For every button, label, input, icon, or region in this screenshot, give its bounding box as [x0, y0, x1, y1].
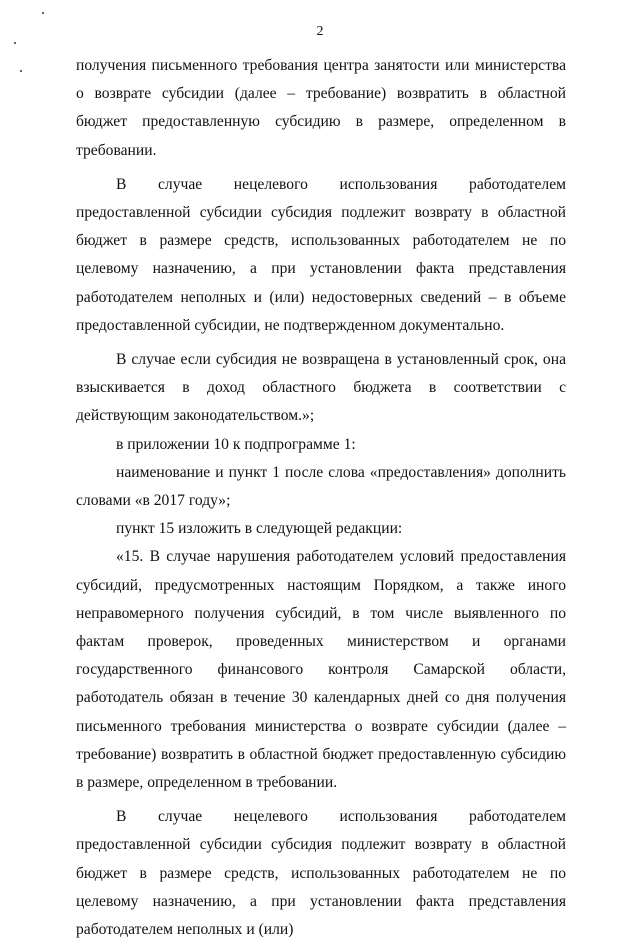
scan-speck: [20, 70, 22, 72]
paragraph: наименование и пункт 1 после слова «предоставления» дополнить словами «в 2017 году»;: [76, 463, 566, 510]
paragraph: пункт 15 изложить в следующей редакции:: [116, 520, 403, 538]
paragraph: в приложении 10 к подпрограмме 1:: [116, 435, 356, 453]
scan-speck: [14, 42, 16, 44]
page-number: 2: [316, 24, 324, 39]
paragraph: В случае нецелевого использования работодателем предоставленной субсидии субсидия подлежит возврату в областной бюджет в размере средств, использованных работодателем не по целевому назначению, а при установлении факта представления работодателем неполных и (или) недостоверных сведений – в объеме предоставленной субсидии, не подтвержденном документально.: [76, 175, 566, 334]
paragraph: В случае если субсидия не возвращена в установленный срок, она взыскивается в доход областного бюджета в соответствии с действующим законодательством.»;: [76, 351, 566, 425]
paragraph: В случае нецелевого использования работодателем предоставленной субсидии субсидия подлежит возврату в областной бюджет в размере средств, использованных работодателем не по целевому назначению, а при установлении факта представления работодателем неполных и (или): [76, 808, 566, 939]
scan-speck: [42, 12, 44, 14]
document-body: [76, 52, 566, 944]
paragraph: получения письменного требования центра занятости или министерства о возврате субсидии (далее – требование) возвратить в областной бюджет предоставленную субсидию в размере, определенном в требовании.: [76, 57, 566, 159]
paragraph: «15. В случае нарушения работодателем условий предоставления субсидий, предусмотренных настоящим Порядком, а также иного неправомерного получения субсидий, в том числе выявленного по фактам проверок, проведенных министерством и органами государственного финансового контроля Самарской области, работодатель обязан в течение 30 календарных дней со дня получения письменного требования министерства о возврате субсидии (далее – требование) возвратить в областной бюджет предоставленную субсидию в размере, определенном в требовании.: [76, 548, 566, 792]
